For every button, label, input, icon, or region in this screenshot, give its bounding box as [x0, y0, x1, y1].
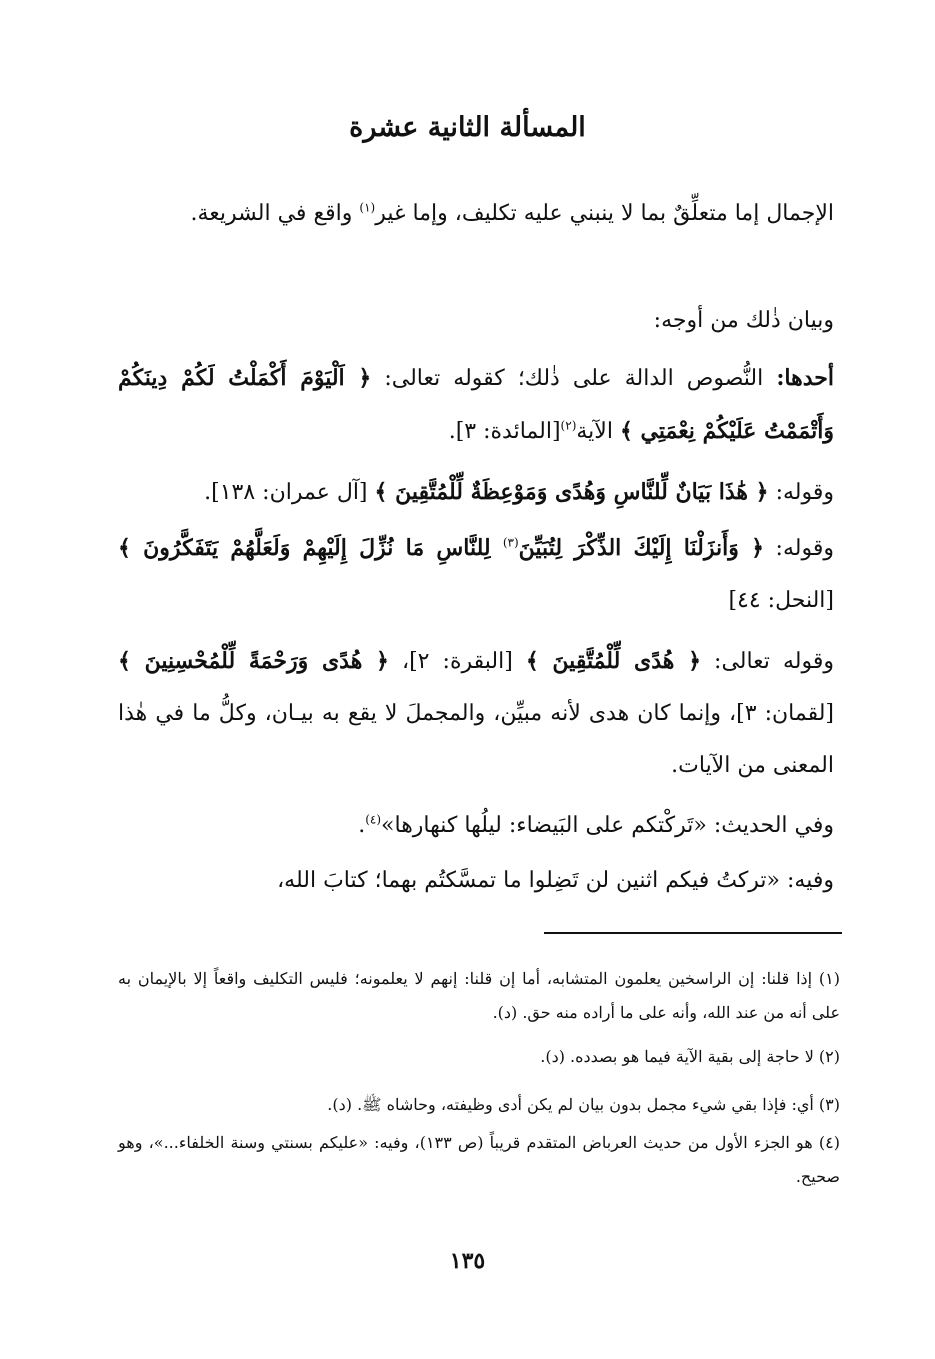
- footnote-ref-1[interactable]: (١): [359, 200, 376, 215]
- footnote-4: (٤) هو الجزء الأول من حديث العرباض المتقدم قريباً (ص ١٣٣)، وفيه: «عليكم بسنتي وسنة الخلفاء...»، وهو صحيح.: [118, 1133, 841, 1186]
- fourth-evidence-paragraph: [118, 635, 834, 792]
- first-text-aya: الآية: [576, 419, 620, 444]
- citation-baqarah: [البقرة: ٢]،: [388, 649, 526, 674]
- intro-paragraph: [118, 188, 834, 240]
- quran-verse-luqman: ﴿ هُدًى وَرَحْمَةً لِّلْمُحْسِنِينَ ﴾: [118, 648, 389, 674]
- section-title: المسألة الثانية عشرة: [349, 112, 586, 143]
- page-number: ١٣٥: [449, 1248, 486, 1274]
- first-lead: أحدها:: [776, 365, 834, 391]
- hadith-1-text-end: .: [358, 813, 366, 838]
- fourth-text: وقوله تعالى:: [700, 649, 834, 674]
- second-text: وقوله:: [768, 480, 834, 505]
- quran-verse-maidah: ﴿ اَلْيَوْمَ أَكْمَلْتُ لَكُمْ دِينَكُمْ وَأَتْمَمْتُ عَلَيْكُمْ نِعْمَتِي ﴾: [118, 365, 834, 444]
- second-evidence-paragraph: [118, 466, 834, 519]
- citation-nahl: [النحل: ٤٤]: [728, 588, 834, 613]
- fourth-text-end: [لقمان: ٣]، وإنما كان هدى لأنه مبيِّن، والمجملَ لا يقع به بيـان، وكلُّ ما في هٰذا المعنى من الآيات.: [118, 701, 835, 778]
- footnote-ref-2[interactable]: (٢): [560, 418, 577, 433]
- quran-verse-al-imran: ﴿ هَٰذَا بَيَانٌ لِّلنَّاسِ وَهُدًى وَمَوْعِظَةٌ لِّلْمُتَّقِينَ ﴾: [374, 479, 769, 505]
- third-text: وقوله:: [763, 536, 834, 561]
- first-evidence-paragraph: [118, 352, 834, 458]
- quran-verse-nahl-part1: ﴿ وَأَنزَلْنَا إِلَيْكَ الذِّكْرَ لِتُبَيِّنَ: [518, 535, 764, 561]
- intro-text-end: واقع في الشريعة.: [190, 201, 360, 226]
- hadith-paragraph-1: [118, 800, 834, 852]
- first-text: النُّصوص الدالة على ذٰلك؛ كقوله تعالى:: [371, 366, 777, 391]
- hadith-1-text: وفي الحديث: «تَركْتكم على البَيضاء: ليلُها كنهارها»: [381, 813, 834, 838]
- footnote-2: (٢) لا حاجة إلى بقية الآية فيما هو بصدده. (د).: [540, 1047, 840, 1066]
- footnote-3: (٣) أي: فإذا بقي شيء مجمل بدون بيان لم يكن أدى وظيفته، وحاشاه ﷺ. (د).: [327, 1095, 840, 1114]
- bayan-paragraph: وبيان ذٰلك من أوجه:: [653, 308, 834, 333]
- quran-verse-baqarah: ﴿ هُدًى لِّلْمُتَّقِينَ ﴾: [525, 648, 701, 674]
- footnote-ref-4[interactable]: (٤): [365, 812, 382, 827]
- quran-verse-nahl-part2: لِلنَّاسِ مَا نُزِّلَ إِلَيْهِمْ وَلَعَلَّهُمْ يَتَفَكَّرُونَ ﴾: [118, 535, 503, 561]
- citation-al-imran: [آل عمران: ١٣٨].: [204, 480, 375, 505]
- hadith-paragraph-2: وفيه: «تركتُ فيكم اثنين لن تَضِلوا ما تمسَّكتُم بهما؛ كتابَ الله،: [277, 868, 834, 893]
- third-evidence-paragraph: [118, 522, 834, 627]
- footnote-1: (١) إذا قلنا: إن الراسخين يعلمون المتشابه، أما إن قلنا: إنهم لا يعلمونه؛ فليس التكليف واقعاً إلا بالإيمان به على أنه من عند الله، وأنه على ما أراده منه حق. (د).: [118, 969, 840, 1022]
- footnote-ref-3[interactable]: (٣): [502, 535, 519, 550]
- intro-text: الإجمال إما متعلِّقٌ بما لا ينبني عليه تكليف، وإما غير: [375, 201, 834, 226]
- footnote-separator: [544, 932, 842, 934]
- citation-maidah: [المائدة: ٣].: [448, 419, 561, 444]
